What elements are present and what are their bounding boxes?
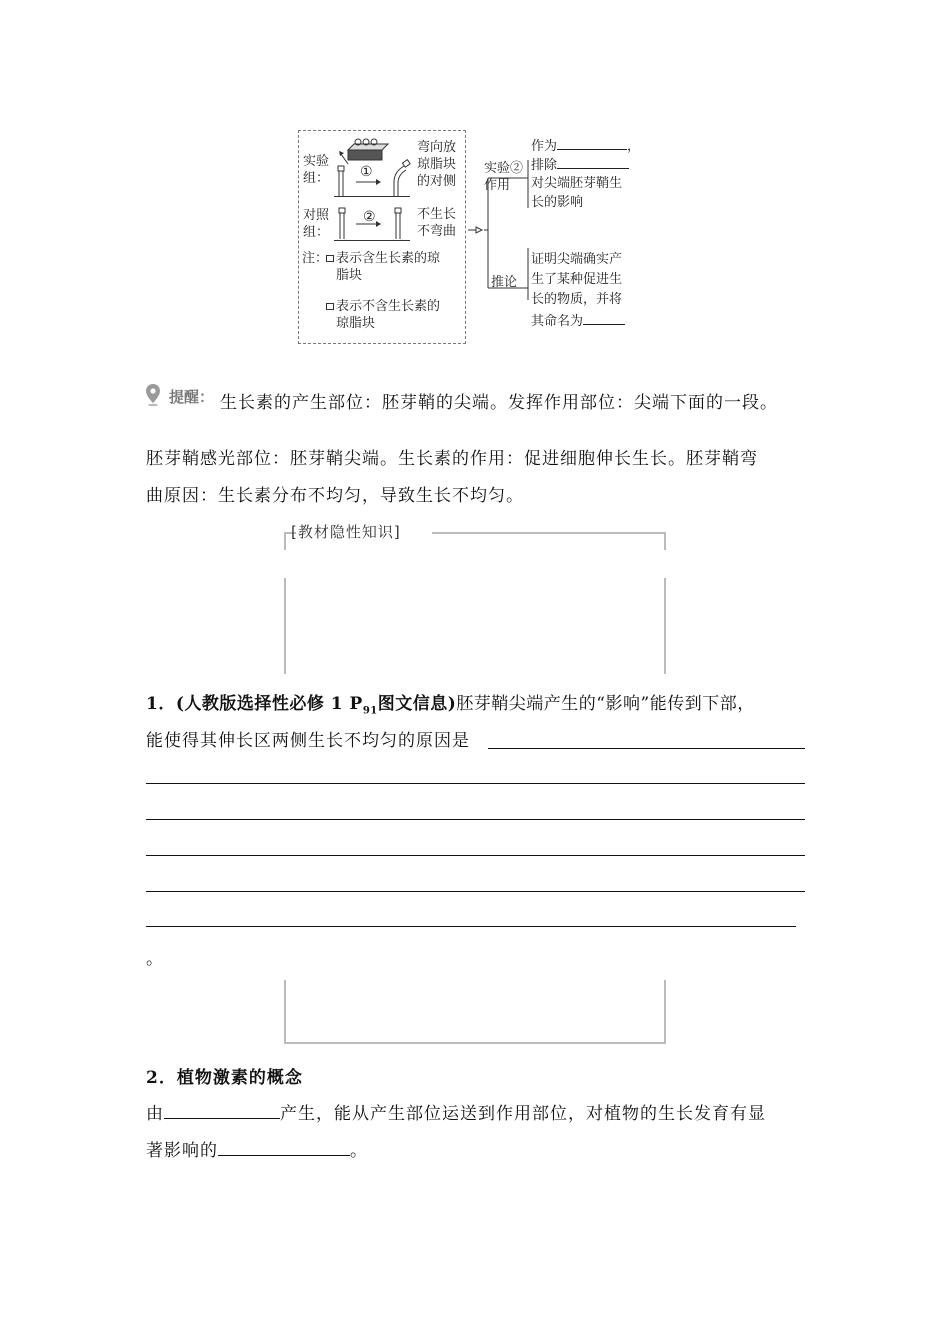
role-line-3: 对尖端胚芽鞘生	[531, 176, 623, 191]
inference-line-3: 长的物质，并将	[531, 292, 623, 307]
tip-line-3: 曲原因：生长素分布不均匀，导致生长不均匀。	[146, 486, 524, 506]
note-1: 表示含生长素的琼 脂块	[336, 251, 441, 283]
answer-blank[interactable]	[146, 926, 796, 927]
role-line-4: 长的影响	[531, 195, 584, 210]
exp-apparatus-icon	[334, 138, 416, 198]
role-line-2: 排除	[531, 155, 629, 174]
branch-inference: 推论	[491, 275, 518, 290]
q1-line-2: 能使得其伸长区两侧生长不均匀的原因是	[146, 731, 470, 751]
hidden-knowledge-frame-bottom	[284, 980, 666, 1044]
answer-blank[interactable]	[146, 819, 805, 820]
answer-blank[interactable]	[146, 855, 805, 856]
exp-ground-line	[334, 196, 410, 197]
tip-line-2: 胚芽鞘感光部位：胚芽鞘尖端。生长素的作用：促进细胞伸长生长。胚芽鞘弯	[146, 449, 758, 469]
answer-blank[interactable]	[488, 748, 805, 749]
hidden-knowledge-title: [教材隐性知识]	[291, 523, 401, 541]
step-two-marker: ②	[363, 209, 376, 225]
step-one-marker: ①	[360, 164, 373, 180]
hidden-knowledge-frame	[284, 532, 666, 674]
answer-blank[interactable]	[146, 783, 805, 784]
tip-line-1: 生长素的产生部位：胚芽鞘的尖端。发挥作用部位：尖端下面的一段。	[220, 393, 778, 413]
inference-line-2: 生了某种促进生	[531, 272, 623, 287]
answer-blank[interactable]	[218, 1135, 350, 1156]
q1-line-1: 1．(人教版选择性必修 1 $P_{91}$图文信息)胚芽鞘尖端产生的“影响”能传到下部，	[146, 694, 755, 717]
note-2: 表示不含生长素的 琼脂块	[336, 299, 441, 331]
q2-line-2: 著影响的 。	[146, 1134, 368, 1168]
tip-label: 提醒：	[169, 388, 215, 406]
exp-group-label: 实验 组：	[303, 154, 330, 186]
agar-with-auxin-icon	[326, 255, 334, 262]
q1-end: 。	[146, 949, 164, 969]
answer-blank[interactable]	[146, 891, 805, 892]
note-label: 注：	[302, 251, 329, 266]
q2-line-1: 由 产生，能从产生部位运送到作用部位，对植物的生长发育有显	[146, 1097, 766, 1131]
answer-blank[interactable]	[164, 1098, 280, 1119]
agar-without-auxin-icon	[326, 303, 334, 310]
inference-line-4: 其命名为	[531, 311, 625, 330]
ctrl-result: 不生长 不弯曲	[417, 207, 457, 239]
ctrl-group-label: 对照 组：	[303, 208, 330, 240]
branch-exp2-role: 实验② 作用	[484, 161, 524, 193]
q2-heading: 2．植物激素的概念	[146, 1068, 303, 1088]
inference-line-1: 证明尖端确实产	[531, 252, 623, 267]
ctrl-ground-line	[334, 240, 410, 241]
location-pin-icon	[145, 383, 161, 407]
exp-result: 弯向放 琼脂块 的对侧	[417, 140, 457, 189]
role-line-1: 作为 ，	[531, 136, 640, 155]
